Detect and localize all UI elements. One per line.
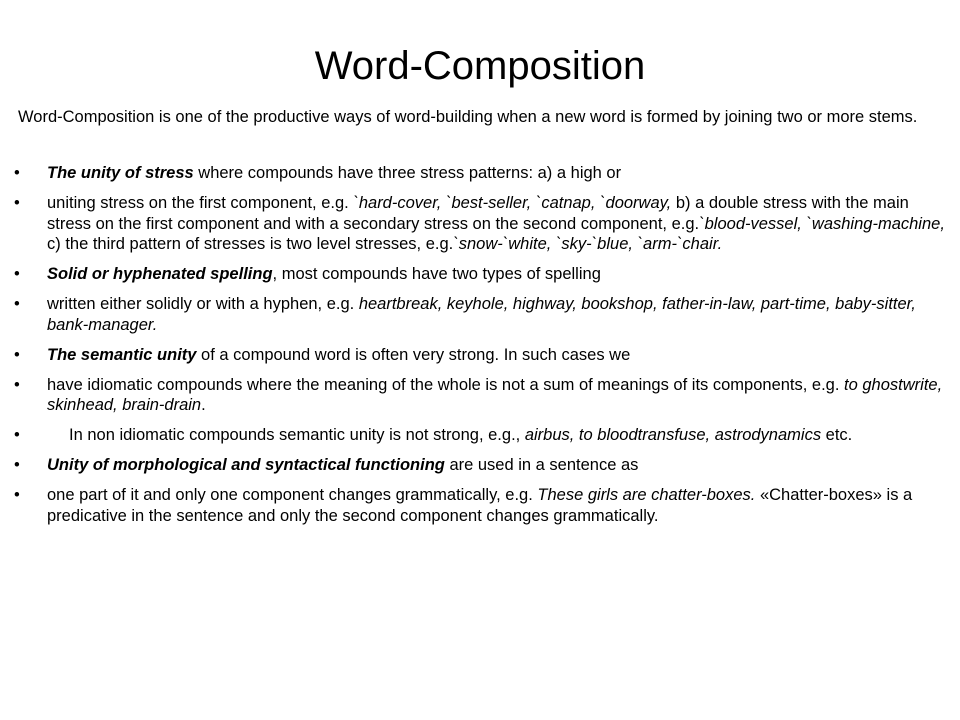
example-text: heartbreak, keyhole, highway, bookshop, father-in-law, part-time, baby-sitter, bank-manager. (47, 295, 916, 334)
bullet-icon: • (14, 345, 20, 364)
list-item: • written either solidly or with a hyphen, e.g. heartbreak, keyhole, highway, bookshop, father-in-law, part-time, baby-sitter, bank-manager. (14, 295, 916, 334)
list-item: • In non idiomatic compounds semantic unity is not strong, e.g., airbus, to bloodtransfuse, astrodynamics etc. (14, 426, 853, 444)
example-text: `blood-vessel, `washing-machine, (699, 214, 945, 233)
example-text: to ghostwrite, skinhead, brain-drain (47, 375, 943, 414)
bullet-icon: • (14, 295, 20, 313)
bullet-icon: • (14, 486, 20, 504)
example-text: `snow-`white, `sky-`blue, `arm-`chair. (453, 235, 723, 253)
bullet-icon: • (14, 456, 20, 474)
list-item: • The semantic unity of a compound word is often very strong. In such cases we (14, 345, 631, 364)
list-item: • Unity of morphological and syntactical functioning are used in a sentence as (14, 456, 639, 474)
list-item: • Solid or hyphenated spelling, most compounds have two types of spelling (14, 265, 601, 283)
example-text: These girls are chatter-boxes. (537, 486, 756, 504)
slide-title: Word-Composition (314, 44, 646, 88)
bullet-icon: • (14, 426, 20, 444)
list-item: • uniting stress on the first component, e.g. `hard-cover, `best-seller, `catnap, `doorway, b) a double stress with the main stress on the first component and with a secondary stress on the second component, e.g.`blood-vessel, `washing-machine, c) the third pattern of stresses is two level stresses, e.g.`snow-`white, `sky-`blue, `arm-`chair. (14, 194, 945, 253)
list-item: • have idiomatic compounds where the meaning of the whole is not a sum of meanings of its components, e.g. to ghostwrite, skinhead, brain-drain. (14, 375, 943, 414)
bullet-icon: • (14, 164, 20, 182)
term-semantic: The semantic unity (47, 345, 197, 364)
intro-paragraph: Word-Composition is one of the productive ways of word-building when a new word is formed by joining two or more stems. (18, 108, 918, 126)
bullet-icon: • (14, 194, 20, 212)
term-morphological: Unity of morphological and syntactical functioning (47, 456, 445, 474)
example-text: airbus, to bloodtransfuse, astrodynamics (524, 426, 822, 444)
bullet-list (14, 163, 946, 536)
term-spelling: Solid or hyphenated spelling (47, 265, 273, 283)
term-stress: The unity of stress (47, 164, 194, 182)
list-item: • one part of it and only one component changes grammatically, e.g. These girls are chatter-boxes. «Chatter-boxes» is a predicative in the sentence and only the second component changes grammatically. (14, 486, 913, 525)
list-item: • The unity of stress where compounds have three stress patterns: a) a high or (14, 164, 622, 182)
bullet-icon: • (14, 375, 20, 394)
example-text: `hard-cover, `best-seller, `catnap, `doorway, (353, 194, 672, 212)
bullet-icon: • (14, 265, 20, 283)
